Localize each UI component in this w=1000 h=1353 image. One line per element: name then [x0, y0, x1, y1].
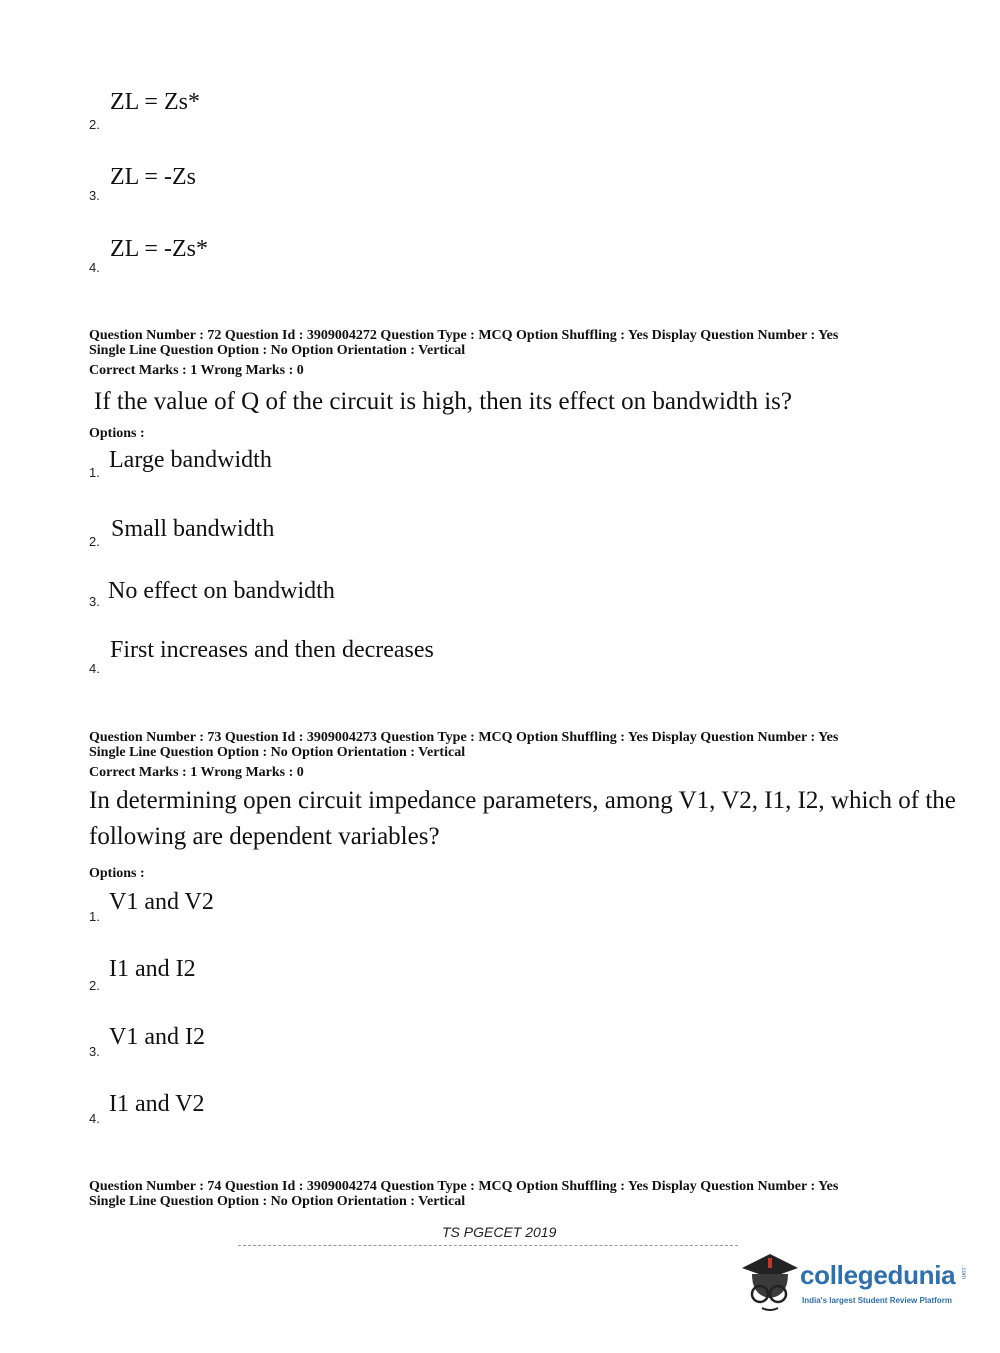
logo-com-suffix: .com [960, 1266, 966, 1280]
prev-option-2-text: ZL = Zs* [110, 89, 200, 115]
logo-tagline: India's largest Student Review Platform [802, 1296, 952, 1305]
q73-meta-line1: Question Number : 73 Question Id : 3909004273 Question Type : MCQ Option Shuffling : Yes Display Question Number : Yes [89, 730, 839, 745]
prev-option-3-number: 3. [89, 188, 100, 203]
q72-option-3-number: 3. [89, 594, 100, 609]
prev-option-3-text: ZL = -Zs [110, 164, 196, 190]
q72-option-1-number: 1. [89, 465, 100, 480]
q73-option-1-number: 1. [89, 909, 100, 924]
q72-option-2-text: Small bandwidth [111, 516, 275, 542]
q73-option-3-number: 3. [89, 1044, 100, 1059]
q73-question-text-line2: following are dependent variables? [89, 823, 440, 850]
q72-meta-line1: Question Number : 72 Question Id : 3909004272 Question Type : MCQ Option Shuffling : Yes Display Question Number : Yes [89, 328, 839, 343]
q72-marks: Correct Marks : 1 Wrong Marks : 0 [89, 363, 304, 378]
collegedunia-logo [738, 1244, 978, 1319]
prev-option-4-text: ZL = -Zs* [110, 236, 208, 262]
q73-option-2-number: 2. [89, 978, 100, 993]
q72-meta-line2: Single Line Question Option : No Option Orientation : Vertical [89, 343, 466, 358]
q74-meta-line1: Question Number : 74 Question Id : 3909004274 Question Type : MCQ Option Shuffling : Yes Display Question Number : Yes [89, 1179, 839, 1194]
graduate-cap-mascot-icon [738, 1248, 802, 1314]
q72-options-label: Options : [89, 426, 145, 441]
footer-exam-title: TS PGECET 2019 [442, 1224, 557, 1240]
q72-option-3-text: No effect on bandwidth [108, 578, 335, 604]
prev-option-4-number: 4. [89, 260, 100, 275]
q72-option-2-number: 2. [89, 534, 100, 549]
q73-meta-line2: Single Line Question Option : No Option Orientation : Vertical [89, 745, 466, 760]
q72-question-text: If the value of Q of the circuit is high, then its effect on bandwidth is? [94, 388, 792, 415]
footer-divider [238, 1245, 738, 1246]
q73-option-4-number: 4. [89, 1111, 100, 1126]
q73-option-4-text: I1 and V2 [109, 1091, 205, 1117]
q73-option-1-text: V1 and V2 [109, 889, 214, 915]
q73-question-text-line1: In determining open circuit impedance parameters, among V1, V2, I1, I2, which of the [89, 787, 956, 814]
q73-option-3-text: V1 and I2 [109, 1024, 205, 1050]
logo-wordmark: collegedunia [800, 1260, 956, 1290]
q73-marks: Correct Marks : 1 Wrong Marks : 0 [89, 765, 304, 780]
q72-option-4-text: First increases and then decreases [110, 637, 434, 663]
q72-option-1-text: Large bandwidth [109, 447, 272, 473]
prev-option-2-number: 2. [89, 117, 100, 132]
q73-options-label: Options : [89, 866, 145, 881]
q73-option-2-text: I1 and I2 [109, 956, 196, 982]
q74-meta-line2: Single Line Question Option : No Option Orientation : Vertical [89, 1194, 466, 1209]
q72-option-4-number: 4. [89, 661, 100, 676]
